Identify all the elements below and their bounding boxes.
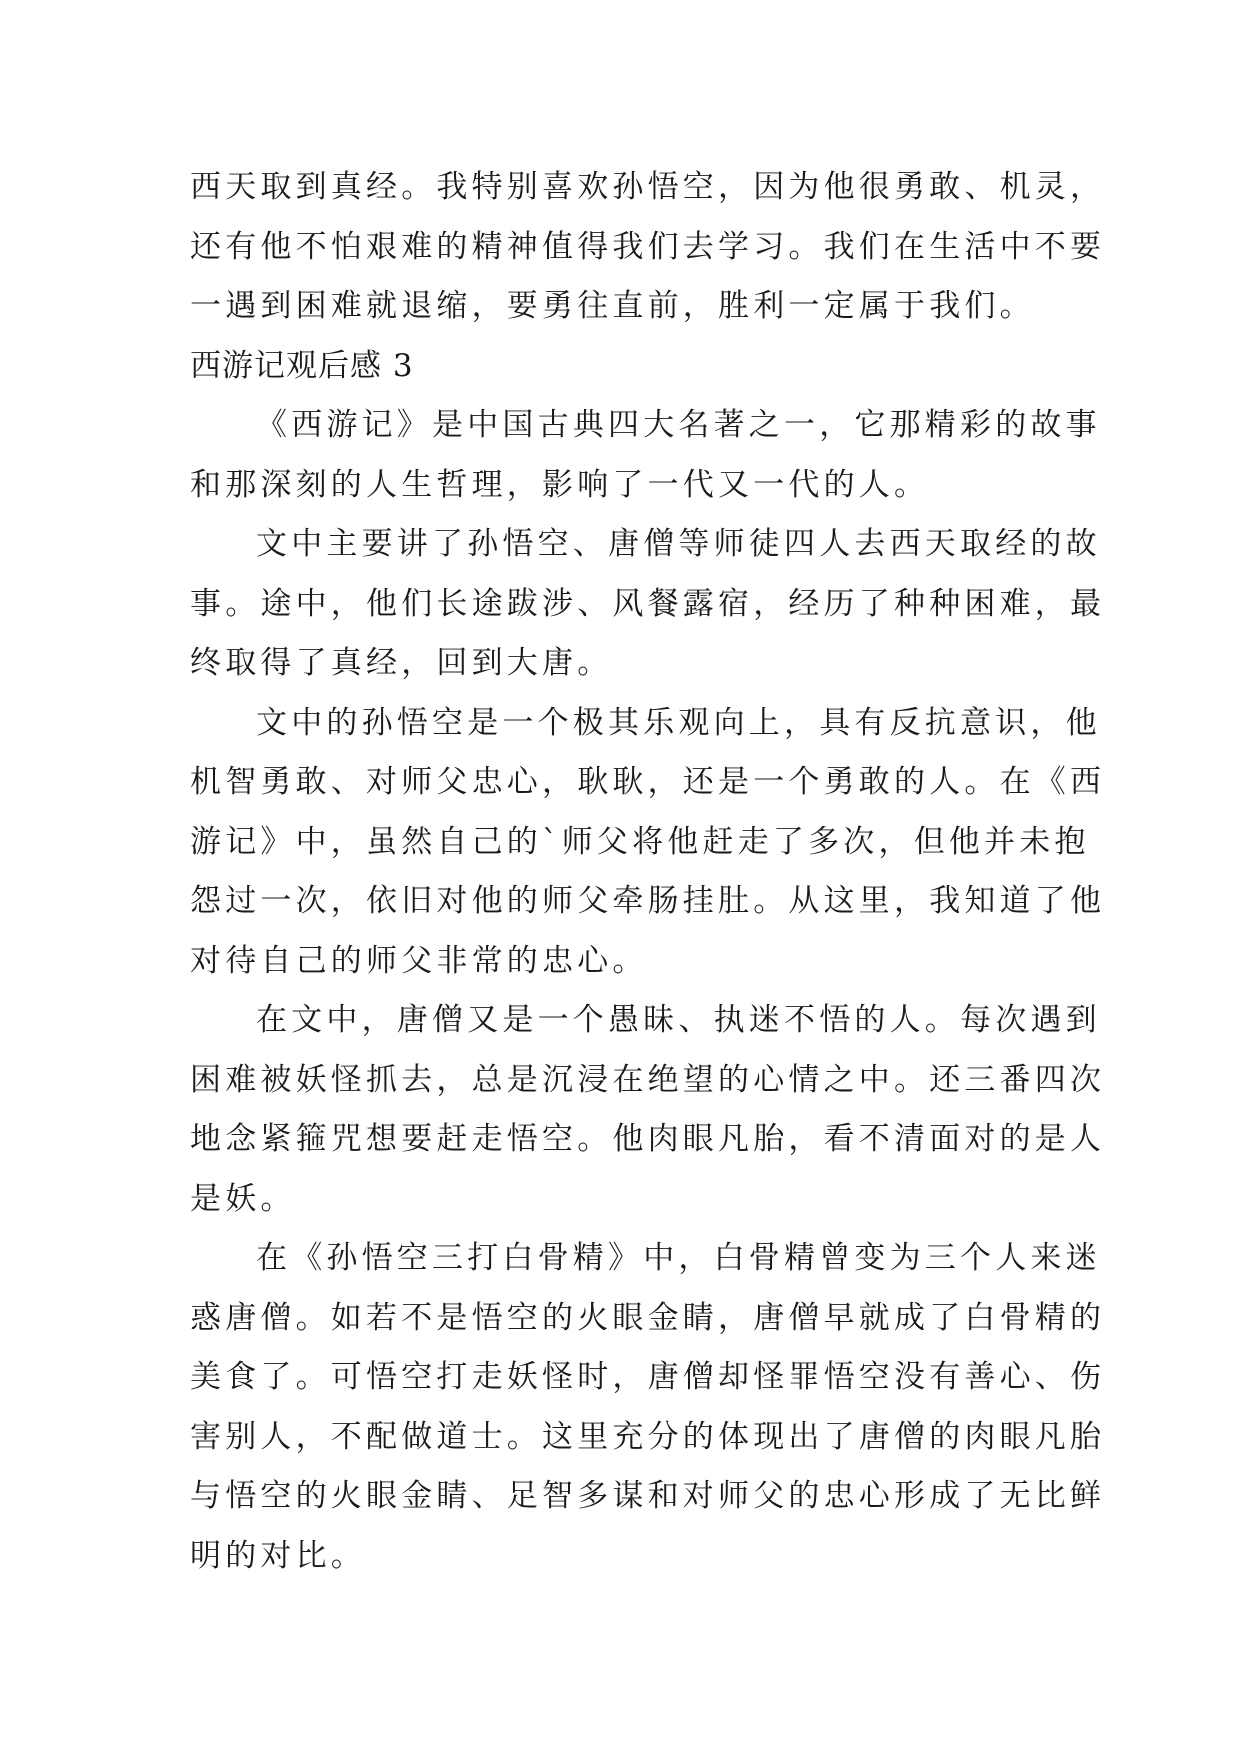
paragraph-2 bbox=[190, 515, 1106, 694]
text-line: 游记》中，虽然自己的`师父将他赶走了多次，但他并未抱 bbox=[190, 823, 1090, 860]
section-title: 西游记观后感 3 bbox=[190, 347, 414, 384]
text-line: 害别人，不配做道士。这里充分的体现出了唐僧的肉眼凡胎 bbox=[190, 1418, 1106, 1455]
text-line: 对待自己的师父非常的忠心。 bbox=[190, 942, 648, 979]
text-line: 美食了。可悟空打走妖怪时，唐僧却怪罪悟空没有善心、伤 bbox=[190, 1359, 1106, 1395]
text-line: 终取得了真经，回到大唐。 bbox=[190, 645, 613, 681]
text-line: 西天取到真经。我特别喜欢孙悟空，因为他很勇敢、机灵， bbox=[190, 169, 1106, 205]
text-line: 惑唐僧。如若不是悟空的火眼金睛，唐僧早就成了白骨精的 bbox=[190, 1299, 1106, 1336]
paragraph-5 bbox=[190, 1229, 1106, 1586]
text-line: 怨过一次，依旧对他的师父牵肠挂肚。从这里，我知道了他 bbox=[190, 883, 1106, 919]
text-line: 还有他不怕艰难的精神值得我们去学习。我们在生活中不要 bbox=[190, 228, 1106, 265]
text-line: 困难被妖怪抓去，总是沉浸在绝望的心情之中。还三番四次 bbox=[190, 1061, 1106, 1098]
paragraph-1 bbox=[190, 396, 1101, 515]
text-line: 是妖。 bbox=[190, 1180, 296, 1217]
text-line: 文中的孙悟空是一个极其乐观向上，具有反抗意识，他 bbox=[256, 704, 1101, 741]
text-line: 事。途中，他们长途跋涉、风餐露宿，经历了种种困难，最 bbox=[190, 585, 1106, 622]
text-line: 与悟空的火眼金睛、足智多谋和对师父的忠心形成了无比鲜 bbox=[190, 1478, 1106, 1514]
text-line: 文中主要讲了孙悟空、唐僧等师徒四人去西天取经的故 bbox=[256, 526, 1101, 562]
intro-paragraph bbox=[190, 158, 1106, 337]
text-line: 明的对比。 bbox=[190, 1537, 366, 1574]
text-line: 一遇到困难就退缩，要勇往直前，胜利一定属于我们。 bbox=[190, 288, 1035, 324]
text-line: 《西游记》是中国古典四大名著之一，它那精彩的故事 bbox=[256, 407, 1101, 443]
text-line: 地念紧箍咒想要赶走悟空。他肉眼凡胎，看不清面对的是人 bbox=[190, 1121, 1106, 1157]
text-line: 在《孙悟空三打白骨精》中，白骨精曾变为三个人来迷 bbox=[256, 1240, 1101, 1276]
text-line: 机智勇敢、对师父忠心，耿耿，还是一个勇敢的人。在《西 bbox=[190, 764, 1106, 800]
text-line: 和那深刻的人生哲理，影响了一代又一代的人。 bbox=[190, 466, 930, 503]
text-line: 在文中，唐僧又是一个愚昧、执迷不悟的人。每次遇到 bbox=[256, 1002, 1101, 1038]
document-body bbox=[190, 158, 1106, 1586]
paragraph-4 bbox=[190, 991, 1106, 1229]
paragraph-3 bbox=[190, 694, 1106, 992]
